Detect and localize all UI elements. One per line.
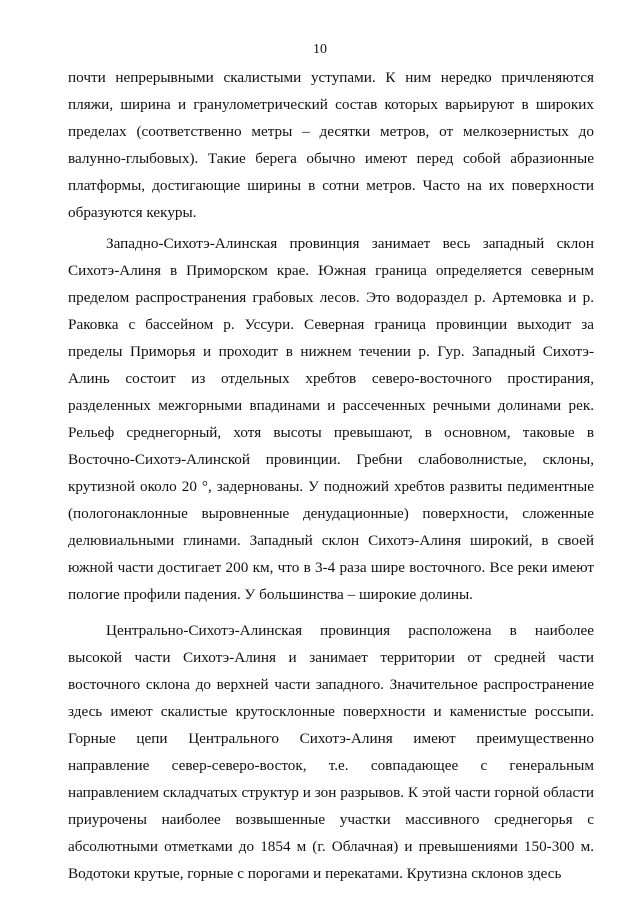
paragraph-central-sikhote-alin: Центрально-Сихотэ-Алинская провинция расположена в наиболее высокой части Сихотэ-Алиня и занимает территории от средней части восточного склона до верхней части западного. Значительное распространение здесь имеют скалистые крутосклонные поверхности и каменистые россыпи. Горные цепи Центрального Сихотэ-Алиня имеют преимущественно направление север-северо-восток, т.е. совпадающее с генеральным направлением складчатых структур и зон разрывов. К этой части горной области приурочены наиболее возвышенные участки массивного среднегорья с абсолютными отметками до 1854 м (г. Облачная) и превышениями 150-300 м. Водотоки крутые, горные с порогами и перекатами. Крутизна склонов здесь [68, 622, 594, 882]
page-number: 10 [313, 42, 327, 57]
paragraph-continuation: почти непрерывными скалистыми уступами. К ним нередко причленяются пляжи, ширина и гранулометрический состав которых варьируют в широких пределах (соответственно метры – десятки метров, от мелкозернистых до валунно-глыбовых). Такие берега обычно имеют перед собой абразионные платформы, достигающие ширины в сотни метров. Часто на их поверхности образуются кекуры. [68, 69, 594, 221]
body-text [68, 64, 594, 887]
paragraph-west-sikhote-alin: Западно-Сихотэ-Алинская провинция занимает весь западный склон Сихотэ-Алиня в Приморском крае. Южная граница определяется северным пределом распространения грабовых лесов. Это водораздел р. Артемовка и р. Раковка с бассейном р. Уссури. Северная граница провинции выходит за пределы Приморья и проходит в нижнем течении р. Гур. Западный Сихотэ-Алинь состоит из отдельных хребтов северо-восточного простирания, разделенных межгорными впадинами и рассеченных речными долинами рек. Рельеф среднегорный, хотя высоты превышают, в основном, таковые в Восточно-Сихотэ-Алинской провинции. Гребни слабоволнистые, склоны, крутизной около 20 °, задернованы. У подножий хребтов развиты педиментные (пологонаклонные выровненные денудационные) поверхности, сложенные делювиальными глинами. Западный склон Сихотэ-Алиня широкий, в своей южной части достигает 200 км, что в 3-4 раза шире восточного. Все реки имеют пологие профили падения. У большинства – широкие долины. [68, 235, 594, 603]
